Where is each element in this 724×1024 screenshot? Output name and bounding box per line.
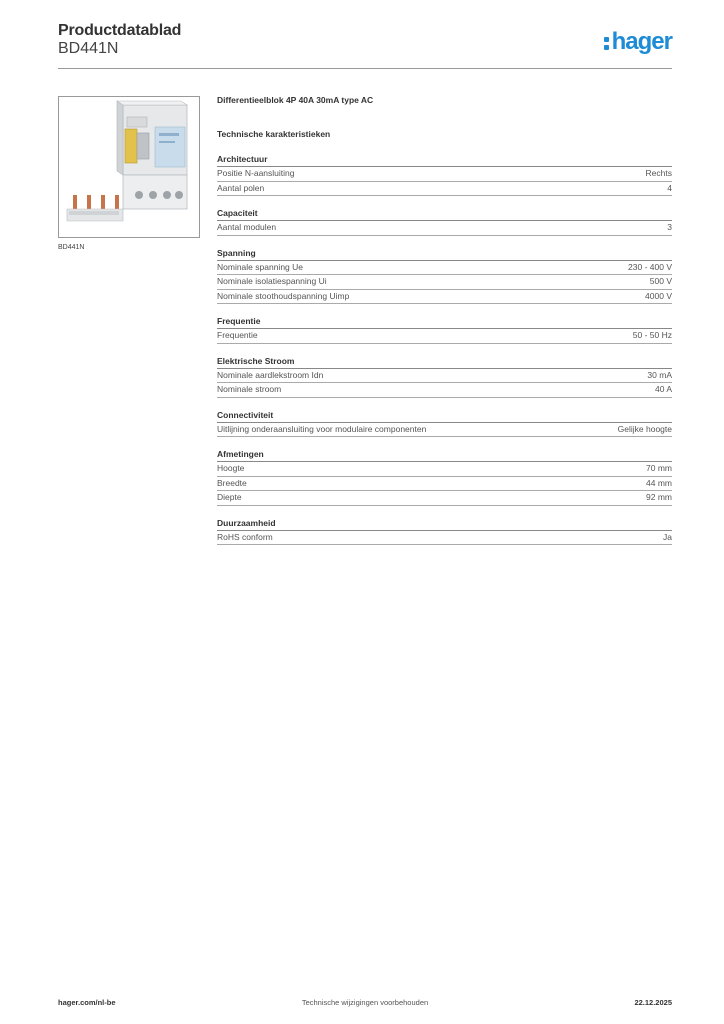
spec-value: 30 mA [647, 369, 672, 380]
spec-group [217, 518, 672, 546]
spec-row [217, 167, 672, 182]
spec-group [217, 449, 672, 506]
logo-text: hager [611, 28, 672, 55]
product-photo-icon [59, 97, 199, 237]
spec-row [217, 383, 672, 398]
spec-value: 92 mm [646, 492, 672, 502]
group-title: Duurzaamheid [217, 518, 672, 531]
logo-dots-icon [604, 31, 610, 51]
spec-label: Nominale spanning Ue [217, 261, 303, 272]
spec-value: Rechts [645, 168, 672, 178]
spec-row [217, 290, 672, 305]
spec-value: 500 V [649, 276, 672, 286]
footer-disclaimer: Technische wijzigingen voorbehouden [301, 998, 429, 1007]
document-title: Productdatablad [58, 22, 182, 39]
section-heading: Technische karakteristieken [217, 129, 331, 139]
spec-label: Aantal modulen [217, 222, 277, 232]
spec-label: Nominale stroom [217, 384, 282, 394]
image-caption: BD441N [58, 244, 85, 251]
group-title: Elektrische Stroom [217, 356, 672, 369]
group-title: Connectiviteit [217, 410, 672, 423]
footer-website: hager.com/nl-be [58, 998, 116, 1007]
group-title: Architectuur [217, 154, 672, 167]
spec-value: 4 [667, 182, 672, 193]
spec-value: 3 [667, 222, 672, 232]
spec-row [217, 369, 672, 384]
spec-label: Nominale aardlekstroom Idn [217, 369, 324, 380]
header-divider [58, 68, 672, 69]
spec-row [217, 491, 672, 506]
footer-date: 22.12.2025 [634, 998, 672, 1007]
spec-label: Diepte [217, 492, 242, 502]
spec-row [217, 221, 672, 236]
spec-label: Breedte [217, 477, 247, 488]
product-code: BD441N [58, 40, 119, 57]
spec-value: Gelijke hoogte [617, 423, 672, 434]
spec-value: Ja [663, 531, 672, 542]
spec-value: 40 A [654, 384, 672, 394]
spec-row [217, 261, 672, 276]
spec-label: Hoogte [217, 463, 245, 473]
spec-value: 4000 V [645, 290, 672, 301]
spec-value: 70 mm [646, 463, 672, 473]
group-title: Frequentie [217, 316, 672, 329]
spec-label: Uitlijning onderaansluiting voor modulaire componenten [217, 423, 427, 434]
spec-group [217, 154, 672, 196]
spec-label: Aantal polen [217, 182, 265, 193]
spec-groups [217, 154, 672, 545]
group-title: Capaciteit [217, 208, 672, 221]
group-title: Spanning [217, 248, 672, 261]
spec-row [217, 275, 672, 290]
product-image [58, 96, 200, 238]
spec-value: 50 - 50 Hz [632, 330, 672, 340]
spec-label: Positie N-aansluiting [217, 168, 295, 178]
spec-group [217, 248, 672, 305]
spec-row [217, 477, 672, 492]
page-footer [58, 998, 672, 1010]
page-header [58, 22, 672, 70]
spec-row [217, 329, 672, 344]
group-title: Afmetingen [217, 449, 672, 462]
spec-label: Nominale stoothoudspanning Uimp [217, 290, 350, 301]
product-title: Differentieelblok 4P 40A 30mA type AC [217, 95, 374, 105]
spec-group [217, 356, 672, 398]
spec-value: 44 mm [646, 477, 672, 488]
spec-group [217, 410, 672, 438]
spec-row [217, 423, 672, 438]
spec-row [217, 531, 672, 546]
spec-label: Frequentie [217, 330, 258, 340]
hager-logo [604, 28, 672, 56]
spec-group [217, 316, 672, 344]
spec-label: Nominale isolatiespanning Ui [217, 276, 327, 286]
spec-row [217, 462, 672, 477]
spec-row [217, 182, 672, 197]
spec-group [217, 208, 672, 236]
spec-content [217, 95, 672, 545]
spec-value: 230 - 400 V [628, 261, 672, 272]
spec-label: RoHS conform [217, 531, 273, 542]
